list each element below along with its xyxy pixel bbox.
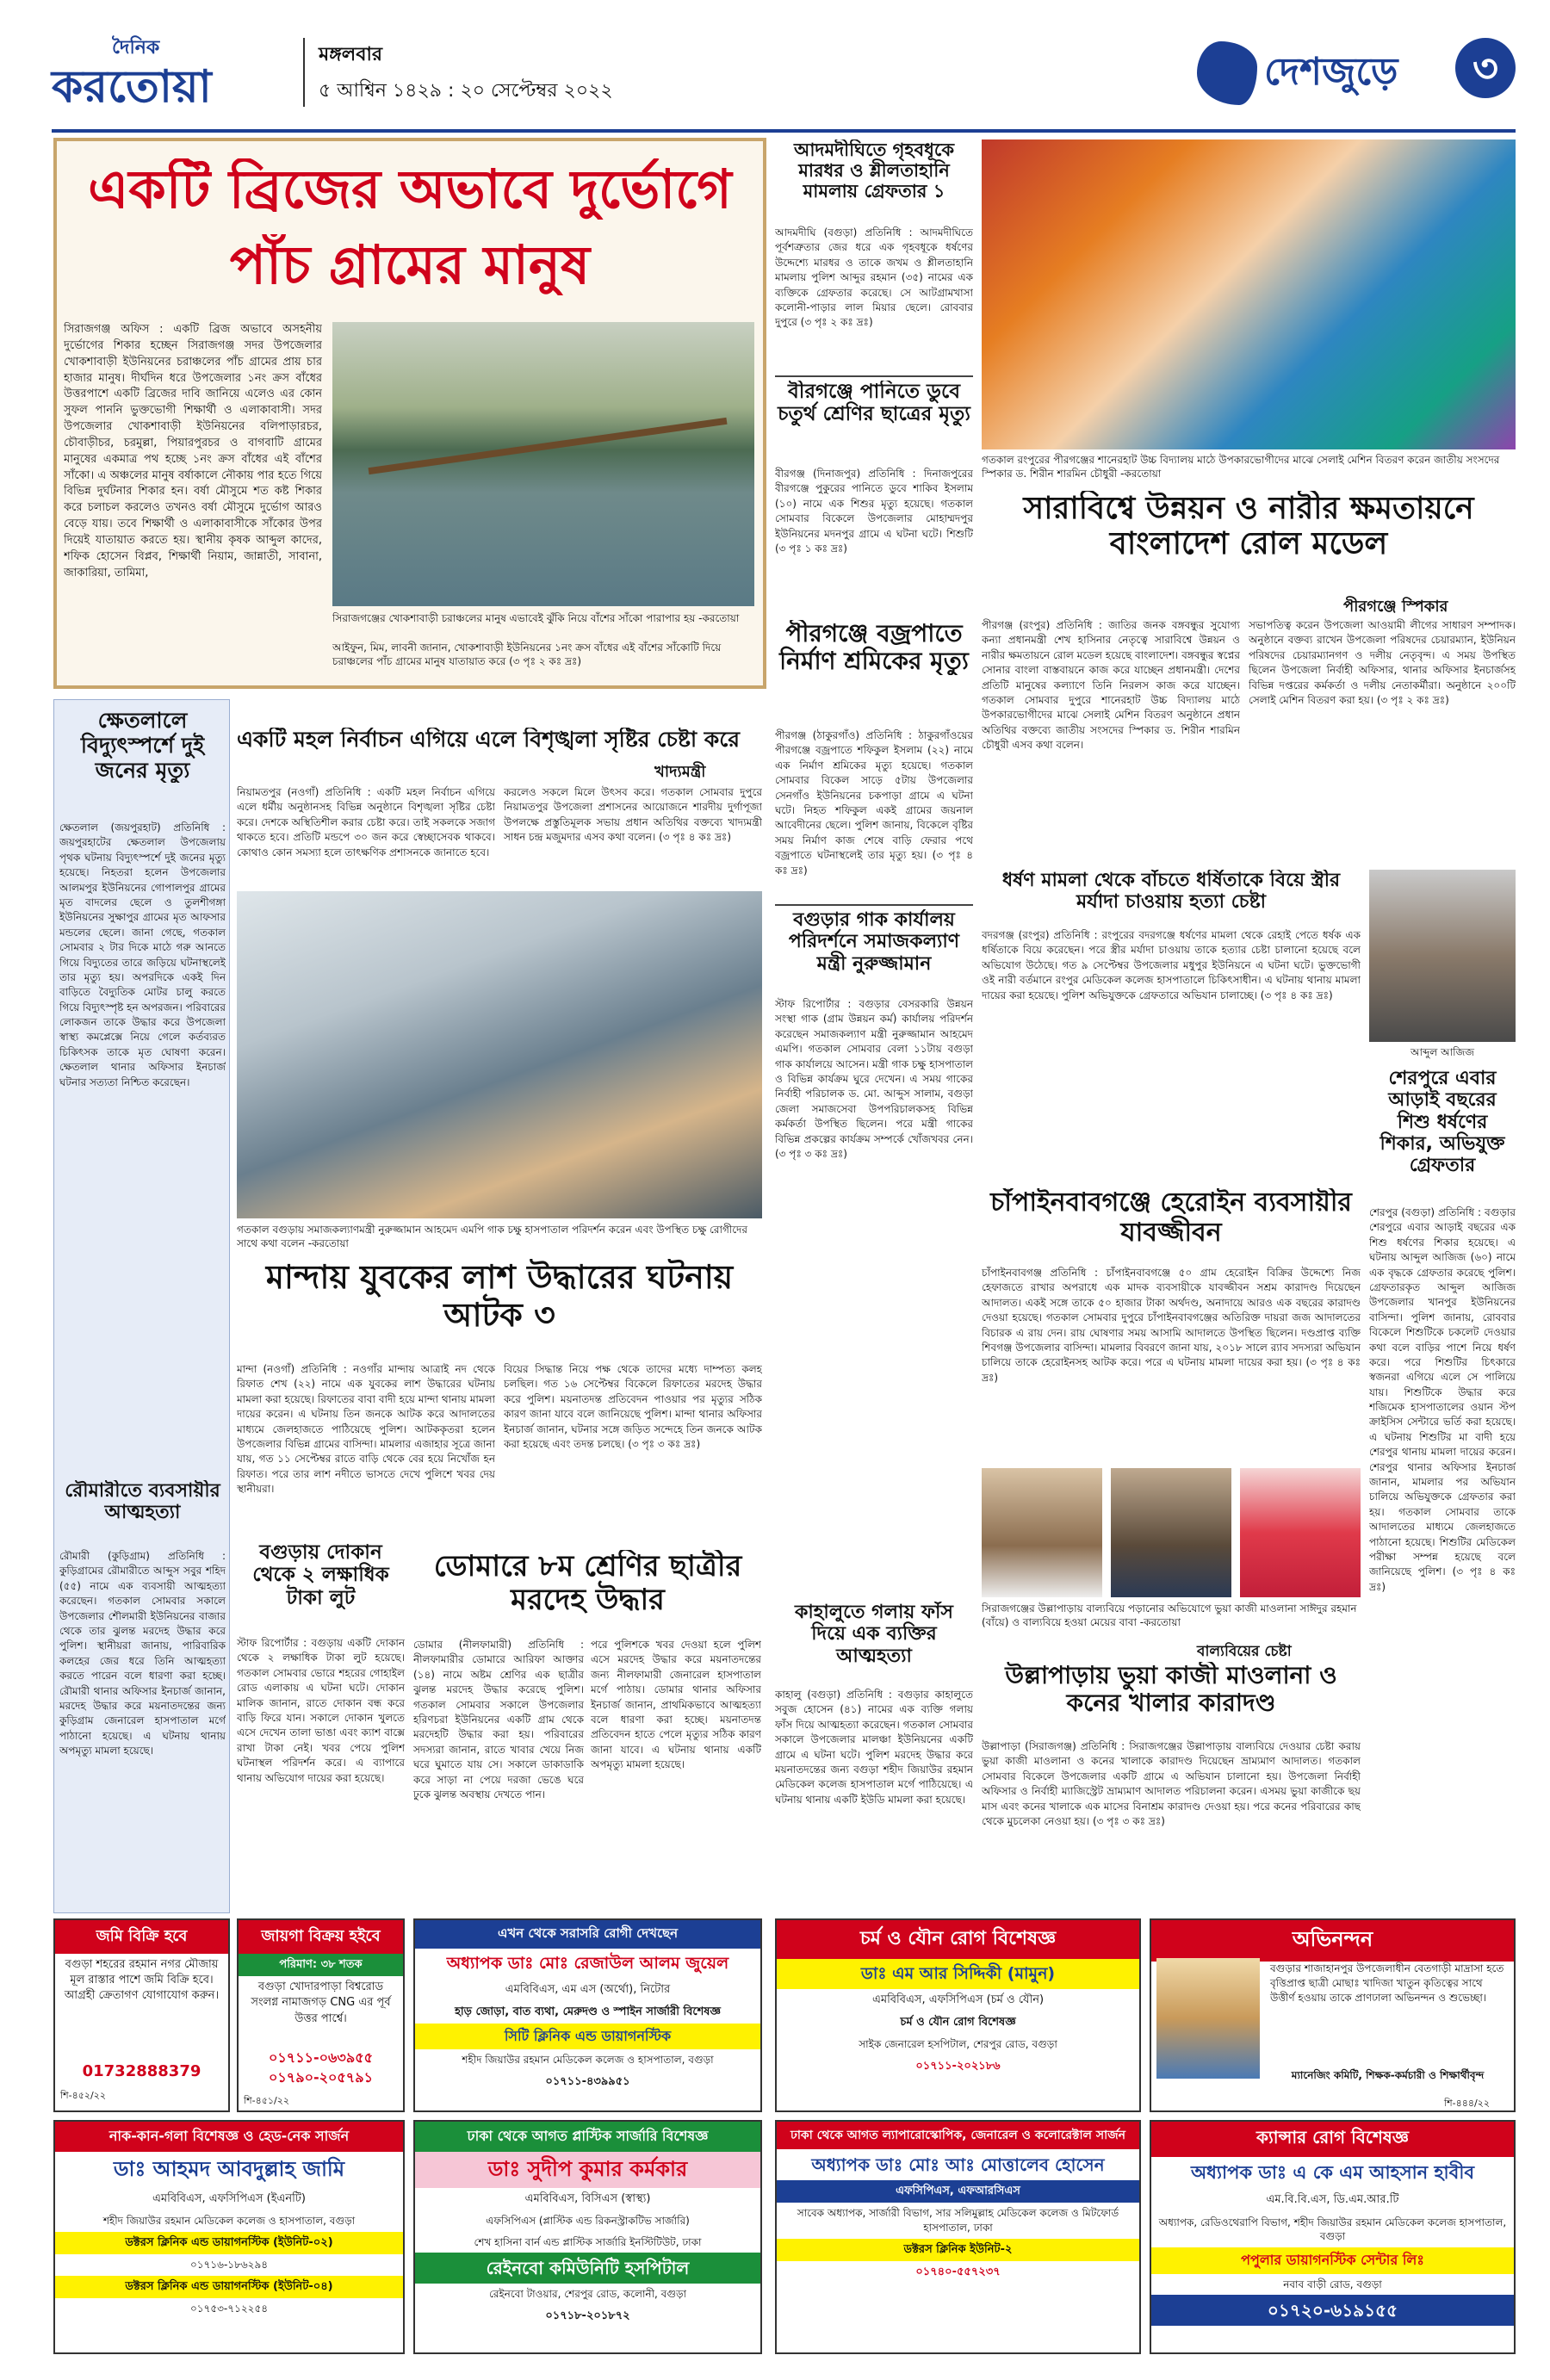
heroin-headline: চাঁপাইনবাবগঞ্জে হেরোইন ব্যবসায়ীর যাবজ্জীবন (990, 1188, 1352, 1248)
heroin-photo-2 (1111, 1468, 1231, 1597)
section-title: দেশজুড়ে (1264, 50, 1398, 94)
masthead-divider (303, 38, 305, 107)
ad-ent-phone1: ০১৭১৬-১৮৬২৯৪ (189, 2258, 269, 2271)
khetlal-headline: ক্ষেতলালে বিদ্যুৎস্পর্শে দুই জনের মৃত্যু (80, 709, 205, 783)
lead-photo (332, 322, 754, 606)
left-column (53, 699, 230, 1913)
ad-skin-name: ডাঃ এম আর সিদ্দিকী (মামুন) (777, 1959, 1139, 1989)
lead-headline-2: পাঁচ গ্রামের মানুষ (229, 234, 591, 296)
ad-ent-clinic1: ডক্টরস ক্লিনিক এন্ড ডায়াগনস্টিক (ইউনিট-০২) (55, 2232, 403, 2254)
rape-body: বদরগঞ্জ (রংপুর) প্রতিনিধি : রংপুরের বদরগঞ্জে ধর্ষণের মামলা থেকে রেহাই পেতে ধর্ষক এক ধর্ষিতাকে বিয়ে করেছেন। পরে স্ত্রীর মর্যাদা চাওয়ায় তাকে হত্যার চেষ্টা চালানো হয়েছে বলে অভিযোগ উঠেছে। গত ৯ সেপ্টেম্বর উপজেলার মধুপুর ইউনিয়নে এ ঘটনা ঘটে। ভুক্তভোগী ওই নারী বর্তমানে রংপুর মেডিকেল কলেজ হাসপাতালে চিকিৎসাধীন। এ ঘটনায় থানায় মামলা দায়ের করা হয়েছে। পুলিশ অভিযুক্তকে গ্রেফতারে অভিযান চালাচ্ছে। (৩ পৃঃ ৪ কঃ দ্রঃ) (982, 929, 1361, 1001)
gak-body: স্টাফ রিপোর্টার : বগুড়ার বেসরকারি উন্নয়ন সংস্থা গাক (গ্রাম উন্নয়ন কর্ম) কার্যালয় পরিদর্শন করেছেন সমাজকল্যাণ মন্ত্রী নুরুজ্জামান আহমেদ এমপি। গতকাল সোমবার বেলা ১১টায় বগুড়া গাক কার্যালয়ে আসেন। মন্ত্রী গাক চক্ষু হাসপাতাল ও বিভিন্ন কার্যক্রম ঘুরে দেখেন। এ সময় গাকের নির্বাহী পরিচালক ড. মো. আব্দুস সালাম, বগুড়া জেলা সমাজসেবা উপপরিচালকসহ বিভিন্ন কর্মকর্তা উপস্থিত ছিলেন। পরে মন্ত্রী গাকের বিভিন্ন প্রকল্পের কার্যক্রম সম্পর্কে খোঁজখবর নেন। (৩ পৃঃ ৩ কঃ দ্রঃ) (775, 998, 973, 1160)
speaker-body-1: পীরগঞ্জ (রংপুর) প্রতিনিধি : জাতির জনক বঙ্গবন্ধুর সুযোগ্য কন্যা প্রধানমন্ত্রী শেখ হাসিনার নেতৃত্বে সারাবিশ্বে উন্নয়ন ও নারীর ক্ষমতায়নে রোল মডেল হয়েছে বাংলাদেশ। বঙ্গবন্ধুর স্বপ্নের সোনার বাংলা বাস্তবায়নে কাজ করে যাচ্ছেন প্রধানমন্ত্রী। দেশের প্রতিটি মানুষের কল্যাণে তিনি নিরলস কাজ করে যাচ্ছেন। গতকাল সোমবার দুপুরে শানেরহাট উচ্চ বিদ্যালয় মাঠে উপকারভোগীদের মাঝে সেলাই মেশিন বিতরণ অনুষ্ঠানে প্রধান অতিথির বক্তব্যে জাতীয় সংসদের স্পিকার ড. শিরীন শারমিন চৌধুরী এসব কথা বলেন। (982, 619, 1240, 752)
sherpur-photo-caption: আব্দুল আজিজ (1369, 1045, 1516, 1063)
masthead (52, 26, 1516, 121)
ad-congrats (1150, 1918, 1516, 2112)
domar-body-1: ডোমার (নীলফামারী) প্রতিনিধি : নীলফামারীর ডোমারে আরিফা আক্তার (১৪) নামে অষ্টম শ্রেণির এক ছাত্রীর ঝুলন্ত মরদেহ উদ্ধার করেছে পুলিশ। গতকাল সোমবার সকালে উপজেলার হরিণচরা ইউনিয়নের একটি গ্রাম থেকে মরদেহটি উদ্ধার করা হয়। পরিবারের সদস্যরা জানান, রাতে খাবার খেয়ে নিজ ঘরে ঘুমাতে যায় সে। সকালে ডাকাডাকি করে সাড়া না পেয়ে দরজা ভেঙে ঘরে ঢুকে ঝুলন্ত অবস্থায় দেখতে পান। (413, 1639, 584, 1800)
sherpur-headline: শেরপুরে এবার আড়াই বছরের শিশু ধর্ষণের শিকার, অভিযুক্ত গ্রেফতার (1380, 1068, 1505, 1177)
ad-laparo-phone: ০১৭৪০-৫৫৭২৩৭ (915, 2265, 1001, 2278)
rape-headline: ধর্ষণ মামলা থেকে বাঁচতে ধর্ষিতাকে বিয়ে স্ত্রীর মর্যাদা চাওয়ায় হত্যা চেষ্টা (1001, 870, 1341, 914)
sherpur-body: শেরপুর (বগুড়া) প্রতিনিধি : বগুড়ার শেরপুরে এবার আড়াই বছরের এক শিশু ধর্ষণের শিকার হয়েছে। এ ঘটনায় আব্দুল আজিজ (৬০) নামে এক বৃদ্ধকে গ্রেফতার করেছে পুলিশ। গ্রেফতারকৃত আব্দুল আজিজ উপজেলার খানপুর ইউনিয়নের বাসিন্দা। পুলিশ জানায়, রোববার বিকেলে শিশুটিকে চকলেট দেওয়ার কথা বলে বাড়ির পাশে নিয়ে ধর্ষণ করে। পরে শিশুটির চিৎকারে স্বজনরা এগিয়ে এলে সে পালিয়ে যায়। শিশুটিকে উদ্ধার করে শজিমেক হাসপাতালের ওয়ান স্টপ ক্রাইসিস সেন্টারে ভর্তি করা হয়েছে। এ ঘটনায় শিশুটির মা বাদী হয়ে শেরপুর থানায় মামলা দায়ের করেন। শেরপুর থানার অফিসার ইনচার্জ জানান, মামলার পর অভিযান চালিয়ে অভিযুক্তকে গ্রেফতার করা হয়। গতকাল সোমবার তাকে আদালতের মাধ্যমে জেলহাজতে পাঠানো হয়েছে। শিশুটির মেডিকেল পরীক্ষা সম্পন্ন হয়েছে বলে জানিয়েছে পুলিশ। (৩ পৃঃ ৪ কঃ দ্রঃ) (1369, 1206, 1516, 1593)
ad-ent-name: ডাঃ আহমদ আবদুল্লাহ জামি (113, 2157, 345, 2181)
ad-cancer-addr: নবাব বাড়ী রোড, বগুড়া (1283, 2278, 1382, 2290)
divider (775, 904, 973, 906)
pirganj-body: পীরগঞ্জ (ঠাকুরগাঁও) প্রতিনিধি : ঠাকুরগাঁওয়ের পীরগঞ্জে বজ্রপাতে শফিকুল ইসলাম (২২) নামে এক নির্মাণ শ্রমিকের মৃত্যু হয়েছে। গতকাল সোমবার বিকেল সাড়ে ৫টায় উপজেলার সেনগাঁও ইউনিয়নের চকপাড়া গ্রামে এ ঘটনা ঘটে। নিহত শফিকুল একই গ্রামের জয়নাল আবেদীনের ছেলে। পুলিশ জানায়, বিকেলে বৃষ্টির সময় নির্মাণ কাজ শেষে বাড়ি ফেরার পথে বজ্রপাতে ঘটনাস্থলেই তার মৃত্যু হয়। (৩ পৃঃ ৪ কঃ দ্রঃ) (775, 729, 973, 877)
masthead-day: মঙ্গলবার (319, 44, 382, 65)
speaker-headline: সারাবিশ্বে উন্নয়ন ও নারীর ক্ষমতায়নে বাংলাদেশ রোল মডেল (1023, 491, 1474, 562)
ad-congrats-sign: ম্যানেজিং কমিটি, শিক্ষক-কর্মচারী ও শিক্ষার্থীবৃন্দ (1291, 2069, 1485, 2081)
ad-congrats-photo (1156, 1958, 1260, 2079)
ad-place-body: বগুড়া খোদারপাড়া বিশ্বরোড সংলগ্ন নামাজগড় CNG এর পূর্ব উত্তর পার্শ্বে। (251, 1980, 391, 2025)
section-banner (1197, 34, 1516, 112)
ad-ent-title: নাক-কান-গলা বিশেষজ্ঞ ও হেড-নেক সার্জন (55, 2122, 403, 2152)
ad-skin (775, 1918, 1141, 2112)
roumari-headline: রৌমারীতে ব্যবসায়ীর আত্মহত্যা (65, 1480, 220, 1524)
heroin-photo-3 (1240, 1468, 1361, 1597)
ad-plastic-haddr: রেইনবো টাওয়ার, শেরপুর রোড, কলোনী, বগুড়া (488, 2288, 687, 2301)
mandai-headline: মান্দায় যুবকের লাশ উদ্ধারের ঘটনায় আটক ৩ (265, 1259, 734, 1334)
balya-body: উল্লাপাড়া (সিরাজগঞ্জ) প্রতিনিধি : সিরাজগঞ্জের উল্লাপাড়ায় বাল্যবিয়ে দেওয়ার চেষ্টা করায় ভুয়া কাজী মাওলানা ও কনের খালাকে কারাদণ্ড দিয়েছেন ভ্রাম্যমাণ আদালত। গতকাল সোমবার বিকেলে উপজেলার একটি গ্রামে এ অভিযান চালানো হয়। উপজেলা নির্বাহী অফিসার ও নির্বাহী ম্যাজিস্ট্রেট ভ্রাম্যমাণ আদালত পরিচালনা করেন। এসময় ভুয়া কাজীকে ছয় মাস এবং কনের খালাকে এক মাসের বিনাশ্রম কারাদণ্ড দেওয়া হয়। পরে কনের পরিবারের কাছ থেকে মুচলেকা নেওয়া হয়। (৩ পৃঃ ৩ কঃ দ্রঃ) (982, 1740, 1361, 1827)
heroin-photo-1 (982, 1468, 1102, 1597)
lead-caption-tail: আইফুন, মিম, লাবনী জানান, খোকশাবাড়ী ইউনিয়নের ১নং ক্রস বাঁধের এই বাঁশের সাঁকোটি দিয়ে চরাঞ্চলের পাঁচ গ্রামের মানুষ যাতায়াত করে (৩ পৃঃ ২ কঃ দ্রঃ) (332, 641, 754, 682)
ad-ent-clinic2: ডক্টরস ক্লিনিক এন্ড ডায়াগনস্টিক (ইউনিট-০৪) (55, 2276, 403, 2298)
ad-plastic-addr: শেখ হাসিনা বার্ন এন্ড প্লাস্টিক সার্জারি ইনস্টিটিউট, ঢাকা (474, 2235, 702, 2248)
ad-doctor-1-name: অধ্যাপক ডাঃ মোঃ রেজাউল আলম জুয়েল (446, 1954, 729, 1973)
ad-skin-spec: চর্ম ও যৌন রোগ বিশেষজ্ঞ (900, 2015, 1016, 2029)
ad-doctor-1-addr: শহীদ জিয়াউর রহমান মেডিকেল কলেজ ও হাসপাতাল, বগুড়া (462, 2054, 714, 2067)
ad-laparo-deg: এফসিপিএস, এফআরসিএস (777, 2180, 1139, 2203)
ad-skin-phone: ০১৭১১-২০২১৮৬ (915, 2059, 1001, 2073)
khadya-photo-caption: গতকাল বগুড়ায় সমাজকল্যাণমন্ত্রী নুরুজ্জামান আহমেদ এমপি গাক চক্ষু হাসপাতাল পরিদর্শন করেন এবং উপস্থিত চক্ষু রোগীদের সাথে কথা বলেন -করতোয়া (237, 1223, 762, 1254)
roumari-body: রৌমারী (কুড়িগ্রাম) প্রতিনিধি : কুড়িগ্রামের রৌমারীতে আব্দুস সবুর শহিদ (৫৫) নামে এক ব্যবসায়ী আত্মহত্যা করেছেন। গতকাল সোমবার সকালে উপজেলার শৌলমারী ইউনিয়নের বাজার থেকে তার ঝুলন্ত মরদেহ উদ্ধার করে পুলিশ। স্থানীয়রা জানায়, পারিবারিক কলহের জের ধরে তিনি আত্মহত্যা করতে পারেন বলে ধারণা করা হচ্ছে। রৌমারী থানার অফিসার ইনচার্জ জানান, মরদেহ উদ্ধার করে ময়নাতদন্তের জন্য কুড়িগ্রাম জেনারেল হাসপাতাল মর্গে পাঠানো হয়েছে। এ ঘটনায় থানায় অপমৃত্যু মামলা হয়েছে। (59, 1550, 226, 1757)
bangladesh-map-icon (1197, 41, 1257, 105)
ad-laparo-top: ঢাকা থেকে আগত ল্যাপারোস্কোপিক, জেনারেল ও কলোরেক্টাল সার্জন (777, 2122, 1139, 2149)
ad-doctor-1-phone: ০১৭১১-৪৩৯৯৫১ (545, 2075, 630, 2089)
logo-main: করতোয়া (52, 60, 212, 113)
shop-headline: বগুড়ায় দোকান থেকে ২ লক্ষাধিক টাকা লুট (252, 1541, 389, 1609)
ad-plastic-deg: এমবিবিএস, বিসিএস (স্বাস্থ্য) (524, 2191, 651, 2205)
ad-doctor-1-spec: হাড় জোড়া, বাত ব্যথা, মেরুদণ্ড ও স্পাইন সার্জারী বিশেষজ্ঞ (455, 2005, 721, 2018)
ad-ent-addr: শহীদ জিয়াউর রহমান মেডিকেল কলেজ ও হাসপাতাল, বগুড়া (102, 2214, 356, 2227)
balya-kicker: বাল্যবিয়ের চেষ্টা (1197, 1643, 1292, 1660)
ad-land-body: বগুড়া শহরের রহমান নগর মৌজায় মূল রাস্তার পাশে জমি বিক্রি হবে। আগ্রহী ক্রেতাগণ যোগাযোগ করুন। (64, 1958, 220, 2003)
speaker-body-2: সভাপতিত্ব করেন উপজেলা আওয়ামী লীগের সাধারণ সম্পাদক। অনুষ্ঠানে বক্তব্য রাখেন উপজেলা পরিষদের চেয়ারম্যান, ইউনিয়ন পরিষদের চেয়ারম্যানগণ ও দলীয় নেতৃবৃন্দ। এ সময় উপস্থিত ছিলেন উপজেলা নির্বাহী অফিসার, থানার অফিসার ইনচার্জসহ বিভিন্ন দপ্তরের কর্মকর্তা ও দলীয় নেতাকর্মীরা। অনুষ্ঠানে ২০০টি সেলাই মেশিন বিতরণ করা হয়। (৩ পৃঃ ২ কঃ দ্রঃ) (1249, 619, 1516, 706)
masthead-date: ৫ আশ্বিন ১৪২৯ : ২০ সেপ্টেম্বর ২০২২ (319, 80, 613, 102)
ad-cancer-deg: এম.বি.বি.এস, ডি.এম.আর.টি (1266, 2193, 1399, 2207)
domar-headline: ডোমারে ৮ম শ্রেণির ছাত্রীর মরদেহ উদ্ধার (433, 1550, 742, 1618)
ad-cancer (1150, 2120, 1516, 2354)
ad-doctor-1 (413, 1918, 762, 2112)
ad-ent-phone2: ০১৭৫৩-৭১২২৫৪ (189, 2302, 269, 2315)
ad-skin-title: চর্ম ও যৌন রোগ বিশেষজ্ঞ (777, 1920, 1139, 1959)
khetlal-body: ক্ষেতলাল (জয়পুরহাট) প্রতিনিধি : জয়পুরহাটের ক্ষেতলাল উপজেলায় পৃথক ঘটনায় বিদ্যুৎস্পর্শে দুই জনের মৃত্যু হয়েছে। নিহতরা হলেন উপজেলার আলমপুর ইউনিয়নের গোপালপুর গ্রামের মৃত বাদলের ছেলে ও তুলশীগঙ্গা ইউনিয়নের সুক্ষাপুর গ্রামের মৃত আফসার মন্ডলের ছেলে। জানা গেছে, গতকাল সোমবার ২ টার দিকে মাঠে গরু আনতে গিয়ে বিদ্যুতের তারে জড়িয়ে ঘটনাস্থলেই তার মৃত্যু হয়। অপরদিকে একই দিন বাড়িতে বৈদ্যুতিক মোটর চালু করতে গিয়ে বিদ্যুৎস্পৃষ্ট হন অপরজন। পরিবারের লোকজন তাকে উদ্ধার করে উপজেলা স্বাস্থ্য কমপ্লেক্সে নিয়ে গেলে কর্তব্যরত চিকিৎসক তাকে মৃত ঘোষণা করেন। ক্ষেতলাল থানার অফিসার ইনচার্জ ঘটনার সত্যতা নিশ্চিত করেছেন। (59, 821, 226, 1088)
divider (775, 375, 973, 377)
masthead-rule (52, 129, 1516, 133)
mandai-body-1: মান্দা (নওগাঁ) প্রতিনিধি : নওগাঁর মান্দায় আত্রাই নদ থেকে রিফাত শেখ (২২) নামে এক যুবকের লাশ উদ্ধারের ঘটনায় মামলা করা হয়েছে। রিফাতের বাবা বাদী হয়ে মান্দা থানায় মামলা দায়ের করেন। এ ঘটনায় তিন জনকে আটক করে আদালতের মাধ্যমে জেলহাজতে পাঠিয়েছে পুলিশ। আটককৃতরা হলেন উপজেলার বিভিন্ন গ্রামের বাসিন্দা। মামলার এজাহার সূত্রে জানা যায়, গত ১১ সেপ্টেম্বর রাতে বাড়ি থেকে বের হয়ে নিখোঁজ হন রিফাত। পরে তার লাশ নদীতে ভাসতে দেখে পুলিশে খবর দেয় স্থানীয়রা। (237, 1363, 495, 1496)
ad-place-title: জায়গা বিক্রয় হইবে (239, 1920, 403, 1954)
ad-cancer-name: অধ্যাপক ডাঃ এ কে এম আহসান হাবীব (1190, 2162, 1475, 2183)
ad-plastic-hospital: রেইনবো কমিউনিটি হসপিটাল (415, 2253, 760, 2284)
ad-land-title: জমি বিক্রি হবে (55, 1920, 228, 1954)
ad-laparo-name: অধ্যাপক ডাঃ মোঃ আঃ মোত্তালেব হোসেন (811, 2154, 1105, 2175)
logo-top: দৈনিক (112, 37, 160, 59)
ad-doctor-1-top: এখন থেকে সরাসরি রোগী দেখছেন (415, 1920, 760, 1949)
khadya-kicker: খাদ্যমন্ত্রী (654, 763, 706, 781)
khadya-body-1: নিয়ামতপুর (নওগাঁ) প্রতিনিধি : একটি মহল নির্বাচন এগিয়ে এলে ধর্মীয় অনুষ্ঠানসহ বিভিন্ন অনুষ্ঠানে বিশৃঙ্খলা সৃষ্টির চেষ্টা করে। দেশকে অস্থিতিশীল করার চেষ্টা করে। তাই সকলকে সজাগ থাকতে হবে। প্রতিটি মন্ডপে ৩০ জন করে স্বেচ্ছাসেবক থাকবে। কোথাও কোন সমস্যা হলে তাৎক্ষণিক প্রশাসনকে জানাতে হবে। (237, 786, 495, 858)
ad-congrats-title: অভিনন্দন (1151, 1920, 1514, 1962)
ad-plastic (413, 2120, 762, 2354)
logo (52, 26, 284, 121)
ad-plastic-phone: ০১৭১৮-২০১৮৭২ (545, 2309, 630, 2323)
ad-land (53, 1918, 230, 2112)
ad-ent (53, 2120, 405, 2354)
bridge-shape (368, 418, 727, 474)
ad-laparo-clinic: ডক্টরস ক্লিনিক ইউনিট-২ (777, 2239, 1139, 2261)
speaker-kicker: পীরগঞ্জে স্পিকার (1343, 598, 1448, 616)
ad-land-phone: 01732888379 (82, 2062, 202, 2080)
lead-story (53, 138, 766, 689)
ad-place-phone: ০১৭১১-০৬৩৯৫৫ ০১৭৯০-২০৫৭৯১ (269, 2049, 373, 2086)
ad-congrats-code: শি-৪৪৪/২২ (1444, 2098, 1491, 2109)
birganj-headline: বীরগঞ্জে পানিতে ডুবে চতুর্থ শ্রেণির ছাত্রের মৃত্যু (778, 381, 970, 426)
speaker-photo-caption: গতকাল রংপুরের পীরগঞ্জের শানেরহাট উচ্চ বিদ্যালয় মাঠে উপকারভোগীদের মাঝে সেলাই মেশিন বিতরণ করেন জাতীয় সংসদের স্পিকার ড. শিরীন শারমিন চৌধুরী -করতোয়া (982, 453, 1516, 486)
ad-plastic-name: ডাঃ সুদীপ কুমার কর্মকার (415, 2152, 760, 2188)
lead-headline-1: একটি ব্রিজের অভাবে দুর্ভোগে (88, 158, 732, 220)
ad-place (237, 1918, 405, 2112)
gak-headline: বগুড়ার গাক কার্যালয় পরিদর্শনে সমাজকল্যাণ মন্ত্রী নুরুজ্জামান (788, 909, 960, 975)
birganj-body: বীরগঞ্জ (দিনাজপুর) প্রতিনিধি : দিনাজপুরের বীরগঞ্জে পুকুরের পানিতে ডুবে শাকিব ইসলাম (১০) নামে এক শিশুর মৃত্যু হয়েছে। গতকাল সোমবার বিকেলে উপজেলার মোহাম্মদপুর ইউনিয়নের মদনপুর গ্রামে এ ঘটনা ঘটে। শিশুটি (৩ পৃঃ ১ কঃ দ্রঃ) (775, 468, 973, 555)
ad-cancer-phone: ০১৭২০-৬১৯১৫৫ (1151, 2295, 1514, 2326)
ad-skin-clinic: সাইক জেনারেল হসপিটাল, শেরপুর রোড, বগুড়া (859, 2037, 1057, 2050)
ad-place-code: শি-৪৫১/২২ (244, 2094, 290, 2106)
ad-laparo-body: সাবেক অধ্যাপক, সার্জারী বিভাগ, সার সলিমুল্লাহ মেডিকেল কলেজ ও মিটফোর্ড হাসপাতাল, ঢাকা (797, 2207, 1119, 2234)
ad-doctor-1-clinic: সিটি ক্লিনিক এন্ড ডায়াগনস্টিক (415, 2024, 760, 2049)
adamdighi-body: আদমদীঘি (বগুড়া) প্রতিনিধি : আদমদীঘিতে পূর্বশত্রুতার জের ধরে এক গৃহবধূকে ধর্ষণের উদ্দেশ্যে মারধর ও তাকে জখম ও শ্লীলতাহানি মামলায় পুলিশ আব্দুর রহমান (৩৫) নামের এক ব্যক্তিকে গ্রেফতার করেছে। সে আটগ্রামখাসা কলোনী-পাড়ার লাল মিয়ার ছেলে। রোববার দুপুরে (৩ পৃঃ ২ কঃ দ্রঃ) (775, 226, 973, 329)
khadya-headline: একটি মহল নির্বাচন এগিয়ে এলে বিশৃঙ্খলা সৃষ্টির চেষ্টা করে (237, 728, 741, 752)
ad-cancer-body: অধ্যাপক, রেডিওথেরাপি বিভাগ, শহীদ জিয়াউর রহমান মেডিকেল কলেজ হাসপাতাল, বগুড়া (1158, 2216, 1507, 2243)
ad-congrats-body: বগুড়ার শাজাহানপুর উপজেলাধীন বেতগাড়ী মাদ্রাসা হতে বৃত্তিপ্রাপ্ত ছাত্রী মোছাঃ খাদিজা খাতুন কৃতিত্বের সাথে উত্তীর্ণ হওয়ায় তাকে প্রাণঢালা অভিনন্দন ও শুভেচ্ছা। (1270, 1962, 1504, 2004)
ad-land-code: শি-৪৫২/২২ (60, 2090, 107, 2102)
lead-photo-caption: সিরাজগঞ্জের খোকশাবাড়ী চরাঞ্চলের মানুষ এভাবেই ঝুঁকি নিয়ে বাঁশের সাঁকো পারাপার হয় -করতোয়া (332, 611, 754, 637)
ad-laparo (775, 2120, 1141, 2354)
lead-body: সিরাজগঞ্জ অফিস : একটি ব্রিজ অভাবে অসহনীয় দুর্ভোগের শিকার হচ্ছেন সিরাজগঞ্জ সদর উপজেলার খোকশাবাড়ী ইউনিয়নের চরাঞ্চলের পাঁচ গ্রামের প্রায় চার হাজার মানুষ। দীর্ঘদিন ধরে উপজেলার ১নং ক্রস বাঁধের উত্তরপাশে একটি ব্রিজের দাবি জানিয়ে এলেও এর কোন সুফল পাননি ভুক্তভোগী শিক্ষার্থী ও এলাকাবাসী। সদর উপজেলার খোকশাবাড়ী ইউনিয়নের বলিপাড়ারচর, চৌবাড়ীচর, চরমুল্লা, পিয়ারপুরচর ও বাগবাটি গ্রামের মানুষের একমাত্র পথ হচ্ছে ১নং ক্রস বাঁধের এই বাঁশের সাঁকো। এ অঞ্চলের মানুষ বর্ষাকালে নৌকায় পার হতে গিয়ে বিভিন্ন দুর্ঘটনার শিকার হন। বর্ষা মৌসুমে শত কষ্ট শিকার করে চলাচল করলেও তখনও বর্ষা মৌসুমে দুর্ভোগ আরও বেড়ে যায়। তবে শিক্ষার্থী ও এলাকাবাসীকে সাঁকোর উপর দিয়েই যাতায়াত করতে হয়। স্থানীয় কৃষক আব্দুল কাদের, শফিক হোসেন বিপ্লব, শিক্ষার্থী নিয়াম, জান্নাতী, সাবানা, জাকারিয়া, তামিমা, (64, 323, 322, 580)
ad-cancer-title: ক্যান্সার রোগ বিশেষজ্ঞ (1151, 2122, 1514, 2157)
ad-plastic-spec: এফসিপিএস (প্লাস্টিক এন্ড রিকনস্ট্রাকটিভ সার্জারি) (486, 2214, 690, 2227)
ad-doctor-1-deg: এমবিবিএস, এম এস (অর্থো), নিটোর (505, 1982, 671, 1996)
shop-body: স্টাফ রিপোর্টার : বগুড়ায় একটি দোকান থেকে ২ লক্ষাধিক টাকা লুট হয়েছে। গতকাল সোমবার ভোরে শহরের গোহাইল রোড এলাকায় এ ঘটনা ঘটে। দোকান মালিক জানান, রাতে দোকান বন্ধ করে বাড়ি ফিরে যান। সকালে দোকান খুলতে এসে দেখেন তালা ভাঙা এবং ক্যাশ বাক্সে রাখা টাকা নেই। খবর পেয়ে পুলিশ ঘটনাস্থল পরিদর্শন করে। এ ব্যাপারে থানায় অভিযোগ দায়ের করা হয়েছে। (237, 1637, 405, 1784)
mandai-body-2: বিয়ের সিদ্ধান্ত নিয়ে পক্ষ থেকে তাদের মধ্যে দাম্পত্য কলহ চলছিল। গত ১৬ সেপ্টেম্বর বিকেলে রিফাতের মরদেহ উদ্ধার করে পুলিশ। ময়নাতদন্ত প্রতিবেদন পাওয়ার পর মৃত্যুর সঠিক কারণ জানা যাবে বলে জানিয়েছে পুলিশ। মান্দা থানার অফিসার ইনচার্জ জানান, ঘটনার সঙ্গে জড়িত সন্দেহে তিন জনকে আটক করা হয়েছে এবং তদন্ত চলছে। (৩ পৃঃ ৩ কঃ দ্রঃ) (504, 1363, 762, 1450)
heroin-photo-caption: সিরাজগঞ্জের উল্লাপাড়ায় বাল্যবিয়ে পড়ানোর অভিযোগে ভুয়া কাজী মাওলানা সাঈদুর রহমান (বাঁয়ে) ও বাল্যবিয়ে হওয়া মেয়ের বাবা -করতোয়া (982, 1602, 1361, 1633)
khadya-body-2: করলেও সকলে মিলে উৎসব করে। গতকাল সোমবার দুপুরে নিয়ামতপুর উপজেলা প্রশাসনের আয়োজনে শারদীয় দুর্গাপূজা উপলক্ষে প্রস্তুতিমূলক সভায় প্রধান অতিথির বক্তব্যে খাদ্যমন্ত্রী সাধন চন্দ্র মজুমদার এসব কথা বলেন। (৩ পৃঃ ৪ কঃ দ্রঃ) (504, 786, 762, 844)
ad-ent-deg: এমবিবিএস, এফসিপিএস (ইএনটি) (152, 2191, 306, 2205)
adamdighi-headline: আদমদীঘিতে গৃহবধূকে মারধর ও শ্লীলতাহানি মামলায় গ্রেফতার ১ (793, 139, 955, 202)
page-number: ৩ (1455, 38, 1516, 98)
pirganj-headline: পীরগঞ্জে বজ্রপাতে নির্মাণ শ্রমিকের মৃত্যু (779, 620, 969, 676)
ad-place-size: পরিমাণ: ৩৮ শতক (239, 1954, 403, 1976)
sherpur-photo (1369, 870, 1516, 1042)
heroin-body: চাঁপাইনবাবগঞ্জ প্রতিনিধি : চাঁপাইনবাবগঞ্জে ৫০ গ্রাম হেরোইন বিক্রির উদ্দেশ্যে নিজ হেফাজতে রাখার অপরাধে এক মাদক ব্যবসায়ীকে যাবজ্জীবন সশ্রম কারাদণ্ড দিয়েছেন আদালত। একই সঙ্গে তাকে ৫০ হাজার টাকা অর্থদণ্ড, অনাদায়ে আরও এক বছরের কারাদণ্ড দেওয়া হয়েছে। গতকাল সোমবার দুপুরে চাঁপাইনবাবগঞ্জের অতিরিক্ত দায়রা জজ আদালতের বিচারক এ রায় দেন। রায় ঘোষণার সময় আসামি আদালতে উপস্থিত ছিলেন। দণ্ডপ্রাপ্ত ব্যক্তি শিবগঞ্জ উপজেলার বাসিন্দা। মামলার বিবরণে জানা যায়, ২০১৮ সালে র‍্যাব সদস্যরা অভিযান চালিয়ে তাকে হেরোইনসহ আটক করে। পরে এ ঘটনায় মামলা দায়ের করা হয়। (৩ পৃঃ ৪ কঃ দ্রঃ) (982, 1267, 1361, 1384)
ad-plastic-top: ঢাকা থেকে আগত প্লাস্টিক সার্জারি বিশেষজ্ঞ (415, 2122, 760, 2152)
khadya-photo (237, 891, 762, 1218)
ad-skin-deg: এমবিবিএস, এফসিপিএস (চর্ম ও যৌন) (871, 1993, 1045, 2006)
domar-body-2: পরে পুলিশকে খবর দেওয়া হলে পুলিশ এসে মরদেহ উদ্ধার করে ময়নাতদন্তের জন্য নীলফামারী জেনারেল হাসপাতাল মর্গে পাঠায়। ডোমার থানার অফিসার ইনচার্জ জানান, প্রাথমিকভাবে আত্মহত্যা বলে ধারণা করা হচ্ছে। ময়নাতদন্ত প্রতিবেদন হাতে পেলে মৃত্যুর সঠিক কারণ জানা যাবে। এ ঘটনায় থানায় একটি অপমৃত্যু মামলা হয়েছে। (591, 1639, 761, 1771)
ad-cancer-clinic: পপুলার ডায়াগনস্টিক সেন্টার লিঃ (1151, 2247, 1514, 2273)
kahalu-body: কাহালু (বগুড়া) প্রতিনিধি : বগুড়ার কাহালুতে সবুজ হোসেন (৪১) নামের এক ব্যক্তি গলায় ফাঁস দিয়ে আত্মহত্যা করেছেন। গতকাল সোমবার সকালে উপজেলার মালঞ্চা ইউনিয়নের একটি গ্রামে এ ঘটনা ঘটে। পুলিশ মরদেহ উদ্ধার করে ময়নাতদন্তের জন্য বগুড়া শহীদ জিয়াউর রহমান মেডিকেল কলেজ হাসপাতাল মর্গে পাঠিয়েছে। এ ঘটনায় থানায় একটি ইউডি মামলা করা হয়েছে। (775, 1689, 973, 1806)
speaker-photo (982, 139, 1516, 449)
kahalu-headline: কাহালুতে গলায় ফাঁস দিয়ে এক ব্যক্তির আত্মহত্যা (795, 1602, 953, 1667)
balya-headline: উল্লাপাড়ায় ভুয়া কাজী মাওলানা ও কনের খালার কারাদণ্ড (1005, 1662, 1337, 1718)
